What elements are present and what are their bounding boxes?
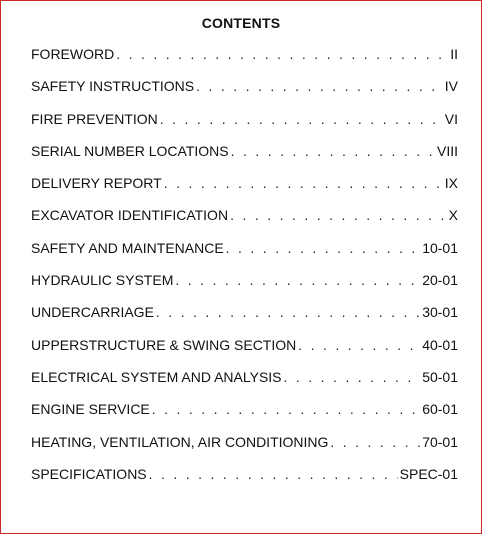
toc-entry-page: IX (444, 175, 458, 192)
page-title: CONTENTS (201, 15, 281, 31)
dot-leader (160, 111, 443, 127)
toc-entry-fire-prevention (31, 111, 458, 143)
dot-leader (226, 240, 421, 256)
toc-entry-upperstructure-swing-section (31, 337, 458, 369)
toc-entry-label: DELIVERY REPORT (31, 175, 162, 192)
toc-entry-page: 50-01 (422, 368, 458, 385)
dot-leader (330, 434, 420, 450)
dot-leader (231, 143, 435, 159)
toc-entry-page: SPEC-01 (399, 465, 458, 482)
toc-entry-page: 70-01 (422, 433, 458, 450)
toc-entry-page: 30-01 (422, 304, 458, 321)
toc-entry-page: IV (444, 78, 458, 95)
toc-entry-page: 40-01 (422, 336, 458, 353)
toc-entry-foreword (31, 46, 458, 78)
toc-entry-electrical-system-and-analysis (31, 369, 458, 401)
dot-leader (116, 46, 448, 62)
toc-entry-page: VI (444, 110, 458, 127)
dot-leader (230, 207, 447, 223)
toc-entry-safety-and-maintenance (31, 240, 458, 272)
toc-entry-page: X (448, 207, 458, 224)
dot-leader (164, 175, 443, 191)
toc-entry-page: 10-01 (422, 239, 458, 256)
dot-leader (175, 272, 420, 288)
toc-entry-heating-ventilation-air-conditioning (31, 434, 458, 466)
toc-entry-label: HYDRAULIC SYSTEM (31, 272, 174, 289)
dot-leader (298, 337, 420, 353)
toc-entry-excavator-identification (31, 207, 458, 239)
toc-entry-label: EXCAVATOR IDENTIFICATION (31, 207, 229, 224)
toc-entry-serial-number-locations (31, 143, 458, 175)
toc-entry-specifications (31, 466, 458, 498)
toc-entry-label: FOREWORD (31, 46, 115, 62)
toc-entry-page: 20-01 (422, 272, 458, 289)
toc-entry-hydraulic-system (31, 272, 458, 304)
toc-entry-engine-service (31, 401, 458, 433)
table-of-contents (31, 46, 458, 498)
dot-leader (196, 78, 443, 94)
toc-entry-label: UNDERCARRIAGE (31, 304, 154, 321)
toc-entry-page: VIII (436, 142, 458, 159)
toc-entry-label: UPPERSTRUCTURE & SWING SECTION (31, 336, 297, 353)
dot-leader (284, 369, 421, 385)
toc-entry-page: II (450, 46, 458, 62)
toc-entry-label: SAFETY INSTRUCTIONS (31, 78, 195, 95)
toc-entry-page: 60-01 (422, 401, 458, 418)
dot-leader (152, 401, 420, 417)
toc-entry-label: SAFETY AND MAINTENANCE (31, 239, 224, 256)
dot-leader (156, 304, 420, 320)
toc-entry-label: FIRE PREVENTION (31, 110, 158, 127)
toc-entry-label: HEATING, VENTILATION, AIR CONDITIONING (31, 433, 329, 450)
toc-entry-undercarriage (31, 304, 458, 336)
toc-entry-label: ENGINE SERVICE (31, 401, 150, 418)
toc-entry-delivery-report (31, 175, 458, 207)
toc-entry-label: ELECTRICAL SYSTEM AND ANALYSIS (31, 368, 282, 385)
toc-entry-label: SPECIFICATIONS (31, 465, 147, 482)
dot-leader (149, 466, 398, 482)
toc-entry-safety-instructions (31, 78, 458, 110)
toc-entry-label: SERIAL NUMBER LOCATIONS (31, 142, 229, 159)
